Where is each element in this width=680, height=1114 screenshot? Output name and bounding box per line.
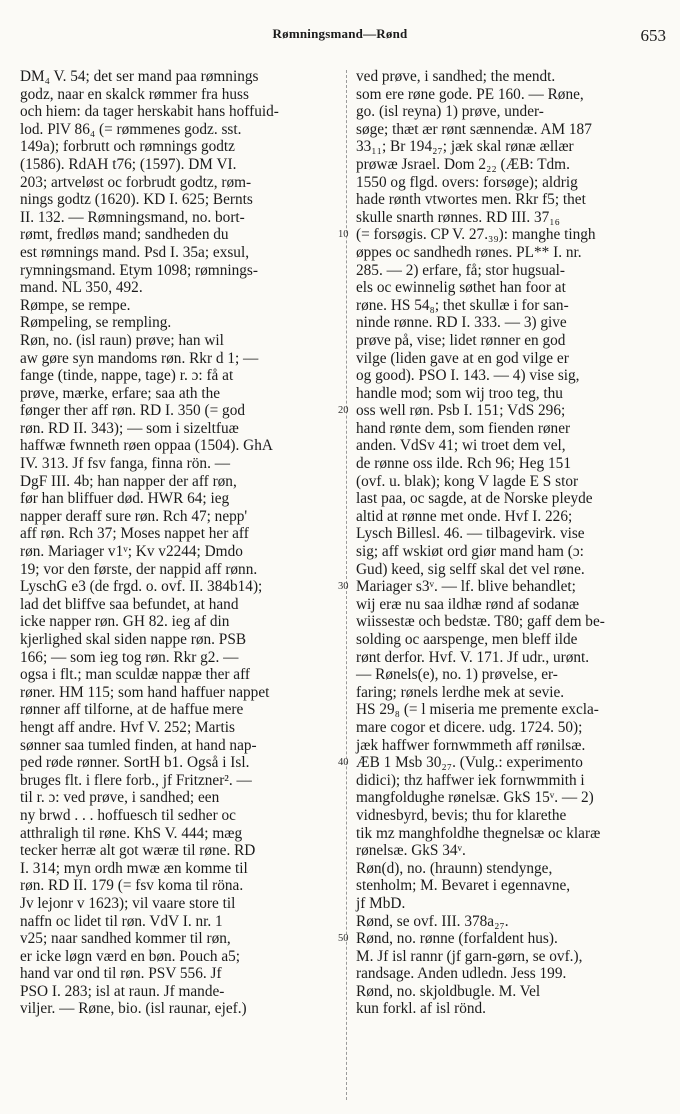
line-number: 30 [338, 581, 349, 593]
text-line: (1586). RdAH t76; (1597). DM VI. [20, 155, 237, 173]
text-line: er icke løgn værd en bøn. Pouch a5; [20, 947, 241, 965]
text-line: søge; thæt ær rønt sænnendæ. AM 187 [356, 120, 592, 138]
text-line: godz, naar en skalck rømmer fra huss [20, 85, 249, 103]
left-column [20, 68, 340, 1018]
text-line: 19; vor den første, der nappid aff rønn. [20, 560, 258, 578]
text-line: viljer. — Røne, bio. (isl raunar, ejef.) [20, 1000, 247, 1018]
text-line: Jv lejonr v 1623); vil vaare store til [20, 894, 236, 912]
text-line: rymningsmand. Etym 1098; rømnings- [20, 261, 258, 279]
text-line: anden. VdSv 41; wi troet dem vel, [356, 437, 566, 455]
text-line: røn. Mariager v1ᵛ; Kv v2244; Dmdo [20, 543, 243, 561]
text-line: mare cogor et dicere. udg. 1724. 50); [356, 718, 583, 736]
text-line: ped røde rønner. SortH b1. Også i Isl. [20, 754, 250, 772]
text-line: bruges flt. i flere forb., jf Fritzner². — [20, 771, 252, 789]
text-line: hand rønte dem, som fienden røner [356, 419, 571, 437]
text-line: rønelsæ. GkS 34ᵛ. [356, 842, 466, 860]
text-line: v25; naar sandhed kommer til røn, [20, 930, 231, 948]
text-line: til r. ɔ: ved prøve, i sandhed; een [20, 789, 220, 807]
text-line: faring; rønels lerdhe mek at sevie. [356, 683, 565, 701]
text-line: (ovf. u. blak); kong V lagde E S stor [356, 472, 579, 490]
text-line: tik mz manghfoldhe thegnelsæ oc klaræ [356, 824, 601, 842]
text-line: rønner aff tilforne, at de haffue mere [20, 701, 244, 719]
text-line: els oc ewinnelig søthet han foor at [356, 279, 566, 297]
text-line: røn. RD II. 179 (= fsv koma til röna. [20, 877, 244, 895]
text-line: nings godtz (1620). KD I. 625; Bernts [20, 191, 253, 209]
text-line: Rønd, no. skjoldbugle. M. Vel [356, 982, 541, 1000]
text-line: Gud) keed, sig selff skal det vel røne. [356, 560, 585, 578]
text-line: 33₁₁; Br 194₂₇; jæk skal rønæ ællær [356, 138, 574, 156]
text-line: prøve, mærke, erfare; saa ath the [20, 384, 221, 402]
text-line: HS 29₈ (= l miseria me premente excla- [356, 701, 599, 719]
text-line: sig; aff wskiøt ord giør mand ham (ɔ: [356, 543, 584, 561]
text-line: hand var ond til røn. PSV 556. Jf [20, 965, 222, 983]
text-line: røn. RD II. 343); — som i sizeltfuæ [20, 419, 239, 437]
text-line: Lysch Billesl. 46. — tilbagevirk. vise [356, 525, 585, 543]
text-line: øppes oc sandhedh rønes. PL** I. nr. [356, 243, 582, 261]
text-line: handle mod; som wij troo teg, thu [356, 384, 563, 402]
text-line: Rømpe, se rempe. [20, 296, 131, 314]
right-column [356, 68, 672, 1018]
text-line: mand. NL 350, 492. [20, 279, 143, 297]
text-line: randsage. Anden udledn. Jess 199. [356, 965, 567, 983]
text-line: rønt derfor. Hvf. V. 171. Jf udr., urønt. [356, 648, 590, 666]
text-line: est rømnings mand. Psd I. 35a; exsul, [20, 243, 250, 261]
text-line: napper deraff sure røn. Rch 47; nepp' [20, 507, 248, 525]
text-line: solding oc aarspenge, men bleff ilde [356, 631, 578, 648]
text-line: mangfoldughe rønelsæ. GkS 15ᵛ. — 2) [356, 789, 594, 807]
text-line: og good). PSO I. 143. — 4) vise sig, [356, 367, 580, 385]
text-line: 149a); forbrutt och rømnings godtz [20, 138, 235, 156]
text-line: 166; — som ieg tog røn. Rkr g2. — [20, 648, 239, 666]
text-line: 203; artveløst oc forbrudt godtz, røm- [20, 173, 252, 191]
text-line: altid at rønne met onde. Hvf I. 226; [356, 507, 573, 525]
text-line: wij eræ nu saa ildhæ rønd af sodanæ [356, 595, 580, 613]
text-line: (= forsøgis. CP V. 27.₃₉): manghe tingh [356, 226, 596, 244]
line-number: 50 [338, 933, 349, 945]
text-line: prøwæ Jsrael. Dom 2₂₂ (ÆB: Tdm. [356, 155, 570, 173]
text-line: Røn(d), no. (hraunn) stendynge, [356, 859, 553, 877]
text-line: ÆB 1 Msb 30₂₇. (Vulg.: experimento [356, 754, 583, 772]
text-line: atthraligh til røne. KhS V. 444; mæg [20, 824, 243, 842]
text-line: och hiem: da tager herskabit hans hoffuid- [20, 103, 279, 121]
line-number: 20 [338, 405, 349, 417]
text-line: røne. HS 54₈; thet skullæ i for san- [356, 296, 569, 314]
text-line: aw gøre syn mandoms røn. Rkr d 1; — [20, 349, 259, 367]
text-line: DgF III. 4b; han napper der aff røn, [20, 472, 237, 490]
text-line: Rønd, no. rønne (forfaldent hus). [356, 930, 558, 948]
text-line: kjerlighed skal siden nappe røn. PSB [20, 631, 247, 648]
text-line: vidnesbyrd, bevis; thu for klarethe [356, 806, 567, 824]
text-line: vilge (liden gave at en god vilge er [356, 349, 569, 367]
text-line: haffwæ fwnneth røen oppaa (1504). GhA [20, 437, 273, 455]
text-line: Mariager s3ᵛ. — lf. blive behandlet; [356, 578, 576, 596]
text-line: — Rønels(e), no. 1) prøvelse, er- [356, 666, 558, 684]
text-line: fønger ther aff røn. RD I. 350 (= god [20, 402, 245, 420]
text-line: tecker herræ alt got wæræ til røne. RD [20, 842, 256, 860]
text-line: prøve på, vise; lidet rønner en god [356, 331, 566, 349]
text-line: kun forkl. af isl rönd. [356, 1000, 487, 1018]
line-number: 40 [338, 757, 349, 769]
text-line: didici); thz haffwer iek fornwmmith i [356, 771, 585, 789]
text-line: aff røn. Rch 37; Moses nappet her aff [20, 525, 249, 543]
text-line: stenholm; M. Bevaret i egennavne, [356, 877, 571, 895]
text-line: ny brwd . . . hoffuesch til sedher oc [20, 806, 236, 824]
text-line: lod. PlV 86₄ (= rømmenes godz. sst. [20, 120, 242, 138]
text-line: 1550 og flgd. overs: forsøge); aldrig [356, 173, 578, 191]
text-line: LyschG e3 (de frgd. o. ovf. II. 384b14); [20, 578, 263, 596]
page-number: 653 [640, 26, 666, 45]
text-line: icke napper røn. GH 82. ieg af din [20, 613, 230, 631]
text-line: lad det bliffve saa befundet, at hand [20, 595, 239, 613]
text-line: hengt aff andre. Hvf V. 252; Martis [20, 718, 235, 736]
text-line: hade rønth vtwortes men. Rkr f5; thet [356, 191, 586, 209]
text-line: wiissestæ och bedstæ. T80; gaff dem be- [356, 613, 605, 631]
text-line: jæk haffwer fornwmmeth aff rønilsæ. [356, 736, 586, 754]
text-line: last paa, oc sagde, at de Norske pleyde [356, 490, 593, 508]
text-line: DM₄ V. 54; det ser mand paa rømnings [20, 68, 259, 85]
text-line: Rønd, se ovf. III. 378a₂₇. [356, 912, 509, 930]
text-line: jf MbD. [356, 894, 406, 912]
line-number: 10 [338, 229, 349, 241]
text-line: PSO I. 283; isl at raun. Jf mande- [20, 982, 225, 1000]
text-line: som ere røne gode. PE 160. — Røne, [356, 85, 584, 103]
text-line: rømt, fredløs mand; sandheden du [20, 226, 229, 244]
text-line: II. 132. — Rømningsmand, no. bort- [20, 208, 245, 226]
text-line: go. (isl reyna) 1) prøve, under- [356, 103, 544, 121]
text-line: de rønne oss ilde. Rch 96; Heg 151 [356, 455, 571, 473]
text-line: IV. 313. Jf fsv fanga, finna rön. — [20, 455, 231, 473]
text-line: skulle snarth rønnes. RD III. 37₁₆ [356, 208, 560, 226]
text-line: fange (tinde, nappe, tage) r. ɔ: få at [20, 367, 234, 385]
text-line: ninde rønne. RD I. 333. — 3) give [356, 314, 567, 332]
text-line: I. 314; myn ordh mwæ æn komme til [20, 859, 248, 877]
text-line: Røn, no. (isl raun) prøve; han wil [20, 331, 224, 349]
text-line: ved prøve, i sandhed; the mendt. [356, 68, 556, 85]
text-line: M. Jf isl rannr (jf garn-gørn, se ovf.), [356, 947, 583, 965]
page-header [0, 0, 680, 52]
running-head: Rømningsmand—Rønd [272, 26, 408, 41]
text-line: før han bliffuer død. HWR 64; ieg [20, 490, 230, 508]
text-line: naffn oc lidet til røn. VdV I. nr. 1 [20, 912, 223, 930]
text-line: ogsa i flt.; man sculdæ nappæ ther aff [20, 666, 250, 684]
text-line: røner. HM 115; som hand haffuer nappet [20, 683, 270, 701]
text-line: oss well røn. Psb I. 151; VdS 296; [356, 402, 566, 420]
text-line: sønner saa tumled finden, at hand nap- [20, 736, 257, 754]
text-line: Rømpeling, se rempling. [20, 314, 172, 332]
text-line: 285. — 2) erfare, få; stor hugsual- [356, 261, 565, 279]
